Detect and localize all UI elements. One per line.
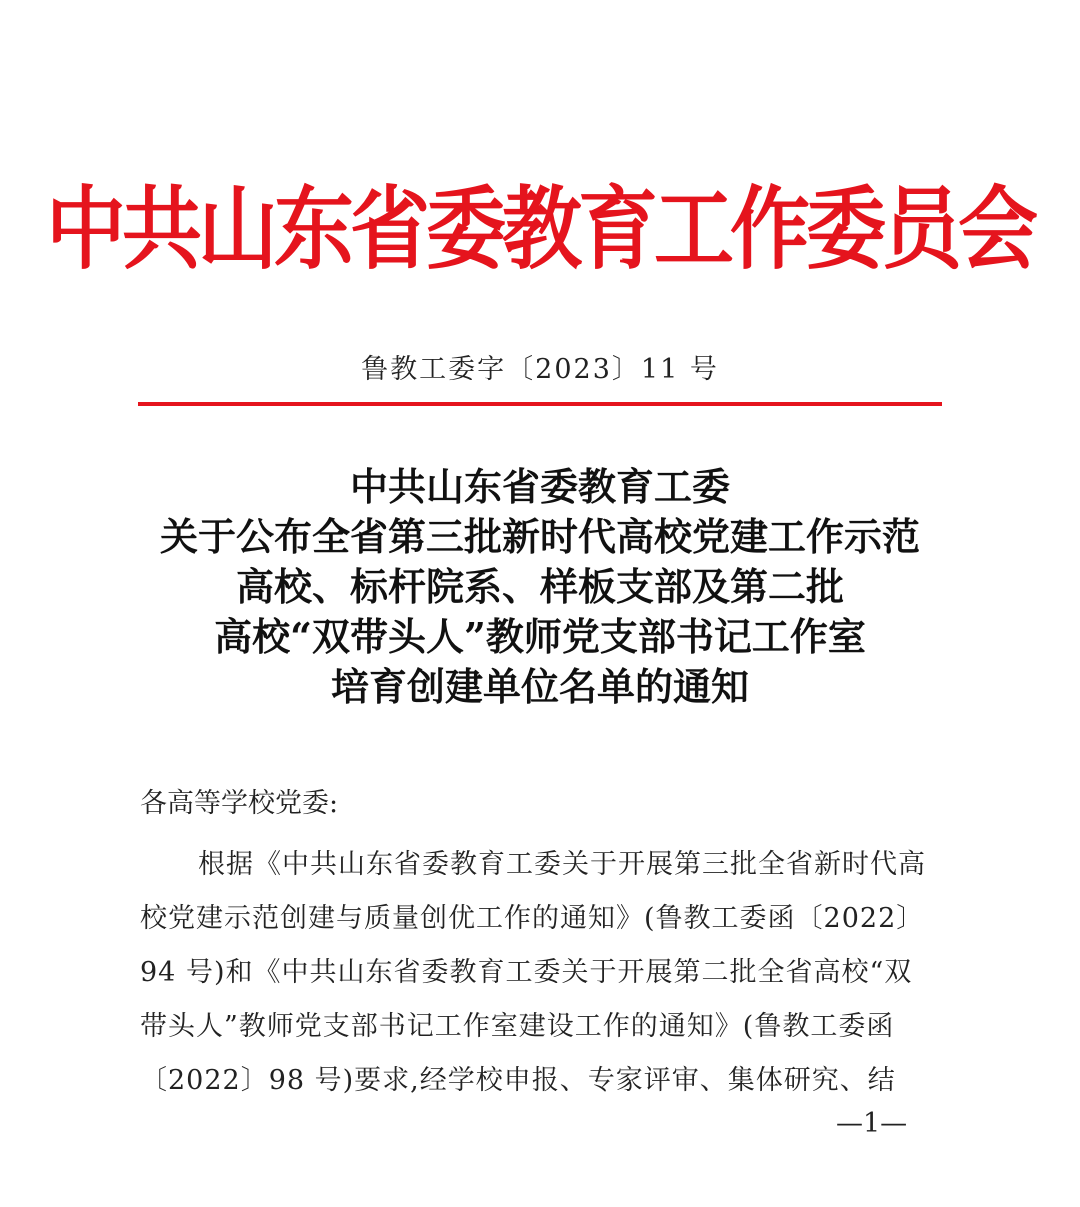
title-line: 高校“双带头人”教师党支部书记工作室 [214,614,866,659]
body-line: 校党建示范创建与质量创优工作的通知》(鲁教工委函〔2022〕 [140,903,925,934]
title-line: 高校、标杆院系、样板支部及第二批 [235,564,844,609]
title-line: 培育创建单位名单的通知 [330,664,749,709]
page-number: —1— [836,1108,908,1139]
title-line: 中共山东省委教育工委 [349,464,730,509]
salutation: 各高等学校党委: [140,788,339,819]
body-line: 带头人”教师党支部书记工作室建设工作的通知》(鲁教工委函 [140,1011,895,1042]
issuing-organization-header: 中共山东省委教育工作委员会 [46,176,1034,282]
body-line: 根据《中共山东省委教育工委关于开展第三批全省新时代高 [198,849,926,880]
body-line: 94 号)和《中共山东省委教育工委关于开展第二批全省高校“双 [140,957,913,988]
title-line: 关于公布全省第三批新时代高校党建工作示范 [159,514,920,559]
document-title [0,462,1080,712]
red-divider-line [138,402,942,406]
document-number: 鲁教工委字〔2023〕11 号 [361,354,719,385]
body-line: 〔2022〕98 号)要求,经学校申报、专家评审、集体研究、结 [140,1065,896,1096]
body-paragraph [140,838,940,1108]
